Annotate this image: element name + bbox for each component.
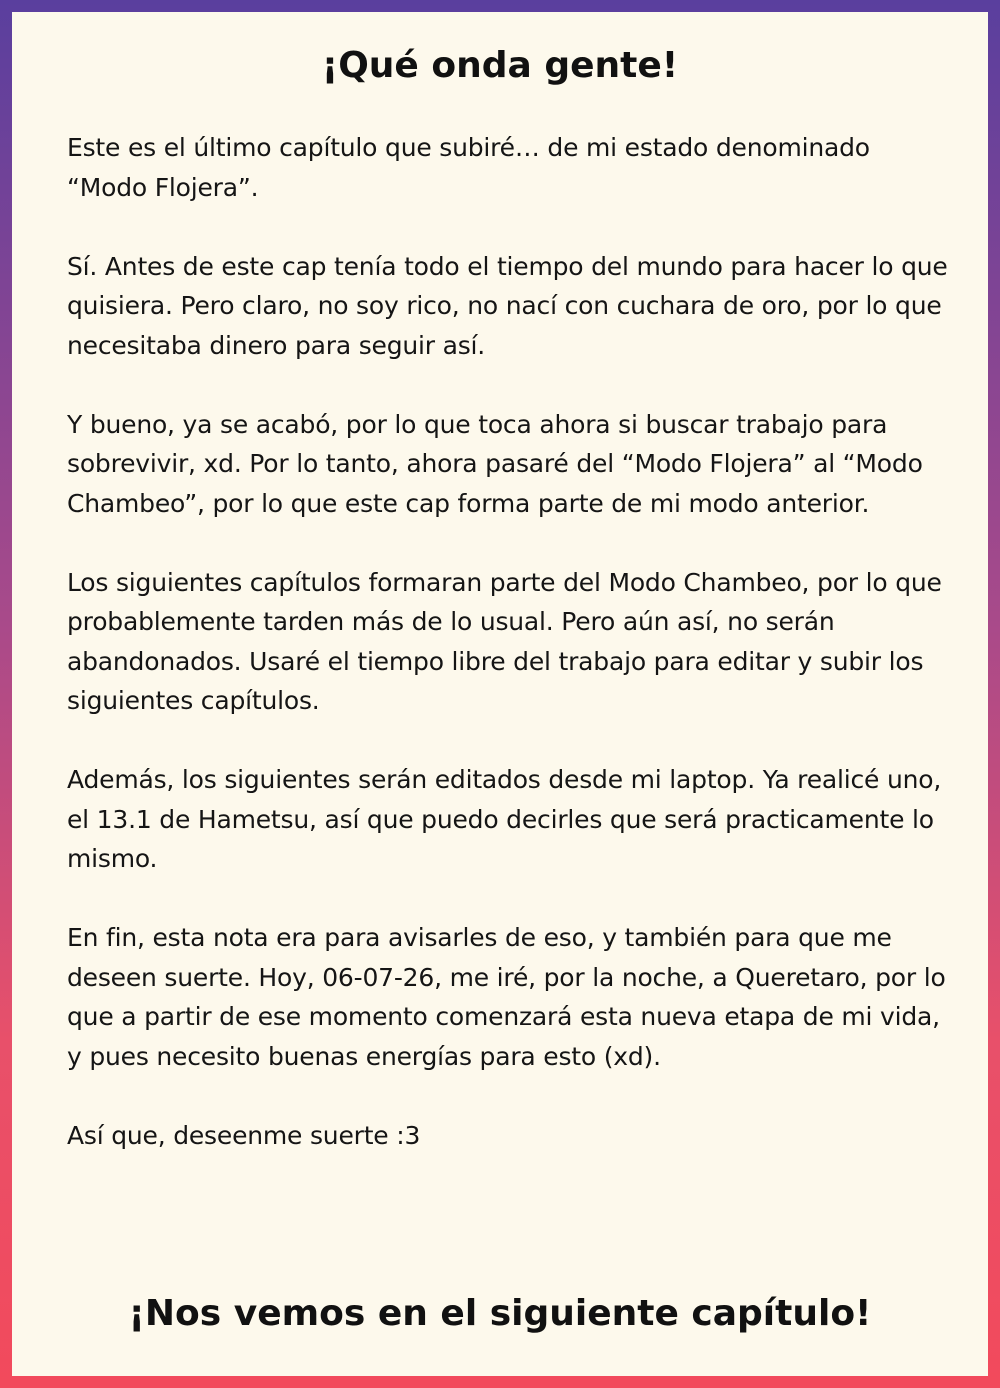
page-title: ¡Qué onda gente!	[321, 45, 679, 86]
paragraph-6: En fin, esta nota era para avisarles de eso, y también para que me deseen suerte. Hoy, 06-07-26, me iré, por la noche, a Queretaro, por lo que a partir de ese momento comenzará esta nueva etapa de mi vida, y pues necesito buenas energías para esto (xd).	[67, 923, 946, 1071]
paragraph-3: Y bueno, ya se acabó, por lo que toca ahora si buscar trabajo para sobrevivir, xd. Por lo tanto, ahora pasaré del “Modo Flojera” al “Modo Chambeo”, por lo que este cap forma parte de mi modo anterior.	[67, 409, 923, 518]
closing-title: ¡Nos vemos en el siguiente capítulo!	[128, 1293, 872, 1334]
paragraph-5: Además, los siguientes serán editados desde mi laptop. Ya realicé uno, el 13.1 de Hametsu, así que puedo decirles que será practicamente lo mismo.	[67, 765, 942, 873]
paragraph-1: Este es el último capítulo que subiré… de mi estado denominado “Modo Flojera”.	[67, 133, 870, 202]
note-body	[67, 128, 957, 1155]
paragraph-4: Los siguientes capítulos formaran parte del Modo Chambeo, por lo que probablemente tarden más de lo usual. Pero aún así, no serán abandonados. Usaré el tiempo libre del trabajo para editar y subir los siguientes capítulos.	[67, 567, 942, 715]
paragraph-7: Así que, deseenme suerte :3	[67, 1120, 421, 1150]
note-sheet	[12, 12, 988, 1376]
paragraph-2: Sí. Antes de este cap tenía todo el tiempo del mundo para hacer lo que quisiera. Pero claro, no soy rico, no nací con cuchara de oro, por lo que necesitaba dinero para seguir así.	[67, 251, 948, 360]
